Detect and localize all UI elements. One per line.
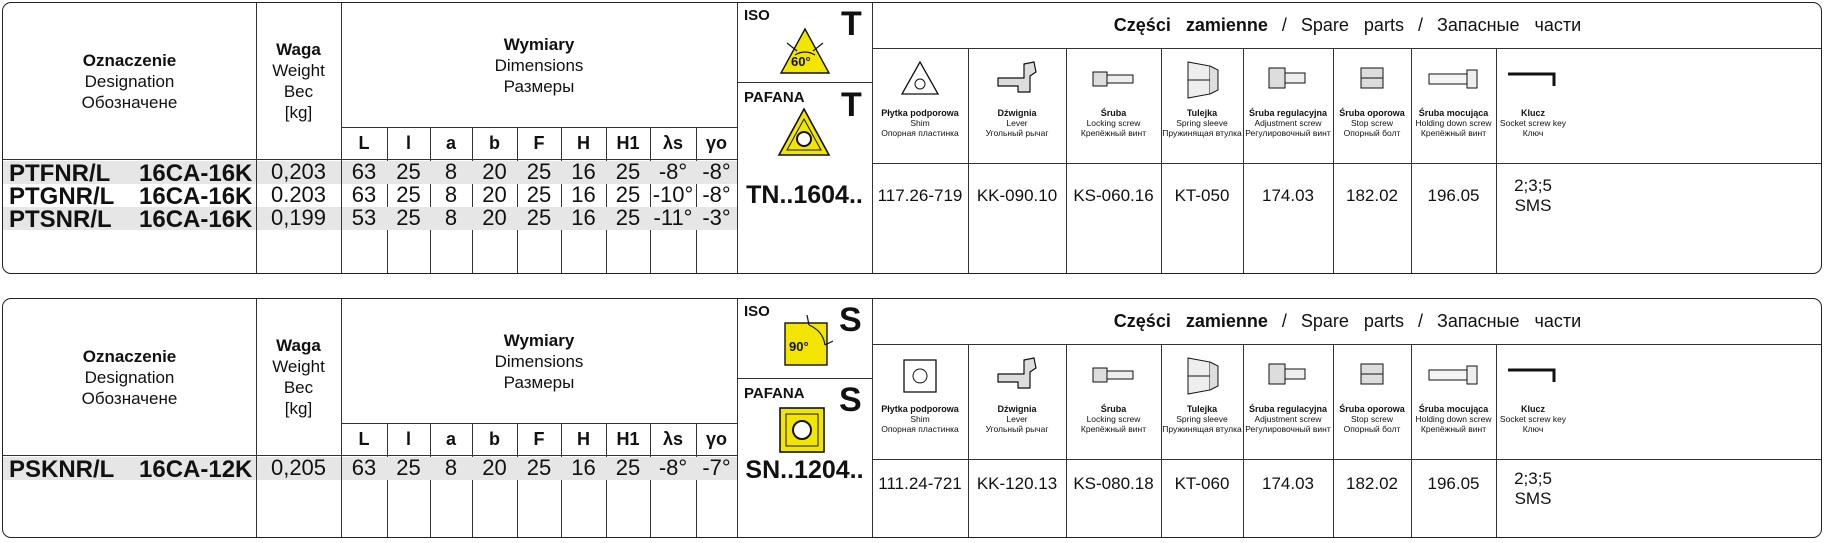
spare-part-name-ru: Крепёжный винт [1420,128,1487,138]
spare-part-name-ru: Пружинящая втулка [1162,424,1242,434]
row-H: 16 [571,158,596,184]
spare-part-stop-screw [1333,344,1411,459]
spare-part-name-ru: Опорный болт [1343,424,1401,434]
spare-part-name-pl: Śruba [1100,404,1127,414]
weight-header [256,3,341,159]
spare-part-name-pl: Klucz [1520,108,1545,118]
col-a: a [445,132,456,153]
spare-title-sep: / [1417,311,1423,331]
row-designation: PTFNR/L [9,160,111,187]
row-designation-size: 16CA-16K [139,206,253,233]
spare-title-en: Spare parts [1300,15,1404,35]
col-gamma-o: γo [705,132,727,153]
adjustment-screw-icon [1265,360,1311,388]
spare-part-shim [872,48,968,163]
weight-label-en: Weight [272,61,325,80]
dimensions-label-pl: Wymiary [503,330,575,350]
col-b: b [489,428,500,449]
col-H1: H1 [616,428,640,449]
spare-part-stop-screw [1333,48,1411,163]
row-a: 8 [444,454,458,480]
row-designation: PTGNR/L [9,183,115,210]
row-gamma-o: -3° [702,204,731,230]
pafana-label: PAFANA [744,385,805,402]
row-H: 16 [571,181,596,207]
spare-part-name-pl: Śruba oporowa [1339,108,1405,118]
part-number-shim: 111.24-721 [878,474,962,493]
holder-table-square [2,298,1822,538]
pafana-shape-letter: S [839,381,862,419]
triangle-insert-icon [777,25,833,77]
row-l: 25 [396,454,421,480]
spare-title-sep: / [1417,15,1423,35]
row-a: 8 [444,158,458,184]
designation-label-en: Designation [84,71,175,91]
spare-part-name-en: Holding down screw [1415,414,1492,424]
row-designation-size: 16CA-16K [139,183,253,210]
shim-icon [900,60,940,96]
spare-title-ru: Запасные части [1436,311,1582,331]
spare-part-name-ru: Крепёжный винт [1080,424,1147,434]
part-number-shim: 117.26-719 [877,186,963,205]
dimensions-label-en: Dimensions [494,351,584,371]
spare-title-sep: / [1281,15,1287,35]
row-weight: 0,205 [270,454,327,480]
spare-part-name-ru: Ключ [1522,424,1544,434]
part-number-socket-key [1496,163,1570,229]
weight-label-en: Weight [272,357,325,376]
part-number-locking-screw: KS-080.18 [1073,474,1154,493]
locking-screw-icon [1089,364,1139,386]
row-L: 63 [351,454,377,480]
designation-label-ru: Обозначене [81,388,178,408]
spare-part-name-en: Locking screw [1086,118,1141,128]
part-number-stop-screw: 182.02 [1346,474,1398,493]
spare-part-socket-key [1496,344,1822,459]
col-lambda-s: λs [662,132,684,153]
row-L: 53 [351,204,377,230]
spare-part-name-ru: Регулировочный винт [1245,424,1331,434]
insert-code: SN..1204.. [745,455,864,484]
col-a: a [445,428,456,449]
col-F: F [533,132,545,153]
spare-part-name-en: Adjustment screw [1254,414,1322,424]
locking-screw-icon [1089,68,1139,90]
spare-part-name-pl: Śruba oporowa [1339,404,1405,414]
designation-header [3,299,256,455]
part-number-adjustment-screw: 174.03 [1262,474,1314,493]
spare-part-locking-screw [1066,344,1161,459]
row-F: 25 [526,454,552,480]
dimensions-header [341,3,737,127]
socket-key-icon [1506,366,1558,386]
row-H1: 25 [615,181,641,207]
pafana-label: PAFANA [744,89,805,106]
spare-part-name-en: Socket screw key [1499,118,1567,128]
spare-parts-title [872,3,1822,48]
row-H1: 25 [615,158,641,184]
spare-part-name-en: Stop screw [1350,118,1394,128]
dimensions-header [341,299,737,423]
row-designation-size: 16CA-16K [139,160,253,187]
spare-part-name-en: Adjustment screw [1254,118,1322,128]
row-l: 25 [396,204,421,230]
spare-part-name-ru: Угольный рычаг [985,128,1049,138]
weight-label-pl: Waga [276,336,321,355]
table1-rows [3,158,737,233]
row-a: 8 [444,204,458,230]
spare-part-adjustment-screw [1243,344,1333,459]
part-number-lever: KK-090.10 [976,186,1058,205]
col-lambda-s: λs [662,428,684,449]
table2-rows [3,455,737,485]
col-H: H [577,132,590,153]
designation-label-ru: Обозначене [81,92,178,112]
holding-screw-icon [1425,364,1483,386]
spare-part-name-ru: Опорная пластинка [881,424,959,434]
spare-part-name-pl: Klucz [1520,404,1545,414]
row-gamma-o: -8° [702,181,731,207]
iso-angle: 60° [791,54,811,69]
shim-icon [900,356,940,396]
dimensions-label-ru: Размеры [503,372,575,392]
lever-icon [994,354,1040,394]
part-number-spring-sleeve: KT-060 [1174,474,1230,493]
spare-part-name-en: Spring sleeve [1176,118,1228,128]
spare-part-name-ru: Крепёжный винт [1080,128,1147,138]
row-H1: 25 [615,454,641,480]
iso-shape-letter: T [841,5,862,43]
spare-part-name-ru: Опорная пластинка [881,128,959,138]
spare-part-name-pl: Płytka podporowa [881,108,959,118]
part-number-lever: KK-120.13 [976,474,1058,493]
weight-unit: [kg] [284,103,313,122]
row-F: 25 [526,181,552,207]
spare-part-name-pl: Dźwignia [997,108,1037,118]
spare-title-en: Spare parts [1300,311,1404,331]
row-lambda-s: -10° [652,181,694,207]
iso-angle: 90° [789,339,809,354]
dimensions-label-ru: Размеры [503,76,575,96]
part-number-socket-key [1496,459,1570,519]
spare-part-lever [968,344,1066,459]
row-weight: 0,203 [270,158,327,184]
spare-title-pl: Części zamienne [1113,311,1268,331]
row-F: 25 [526,204,552,230]
spare-part-name-en: Stop screw [1350,414,1394,424]
col-l: l [405,132,411,153]
row-weight: 0,199 [270,204,327,230]
pafana-shape-letter: T [841,86,862,124]
col-F: F [533,428,545,449]
insert-code: TN..1604.. [746,180,863,209]
spare-part-holding-screw [1411,48,1496,163]
spare-part-name-pl: Dźwignia [997,404,1037,414]
row-L: 63 [351,158,377,184]
weight-header [256,299,341,455]
row-gamma-o: -7° [702,454,731,480]
spare-part-name-en: Shim [910,414,930,424]
part-number-holding-screw: 196.05 [1427,474,1480,493]
weight-label-ru: Вес [283,82,314,101]
row-l: 25 [396,158,421,184]
weight-label-pl: Waga [276,40,321,59]
lever-icon [994,58,1040,98]
spare-part-name-ru: Ключ [1522,128,1544,138]
row-L: 63 [351,181,377,207]
pafana-square-insert-icon [777,405,827,455]
row-weight: 0.203 [270,181,327,207]
col-l: l [405,428,411,449]
spare-part-spring-sleeve [1161,48,1243,163]
row-lambda-s: -8° [658,158,688,184]
row-lambda-s: -11° [653,204,693,230]
designation-label-pl: Oznaczenie [82,346,177,366]
row-l: 25 [396,181,421,207]
spare-part-name-pl: Śruba [1100,108,1127,118]
spare-part-adjustment-screw [1243,48,1333,163]
designation-label-pl: Oznaczenie [82,50,177,70]
spare-title-sep: / [1281,311,1287,331]
row-b: 20 [482,181,507,207]
spare-part-name-en: Shim [910,118,930,128]
part-number-adjustment-screw: 174.03 [1262,186,1314,205]
spare-part-name-pl: Śruba mocująca [1418,108,1489,118]
row-H1: 25 [615,204,641,230]
spare-parts-title [872,299,1822,344]
row-lambda-s: -8° [658,454,688,480]
col-gamma-o: γo [705,428,727,449]
spare-part-name-en: Socket screw key [1499,414,1567,424]
spare-part-name-ru: Пружинящая втулка [1162,128,1242,138]
row-gamma-o: -8° [702,158,731,184]
spare-part-name-pl: Tulejka [1186,108,1218,118]
spare-part-name-ru: Опорный болт [1343,128,1401,138]
row-designation: PTSNR/L [9,206,112,233]
designation-header [3,3,256,159]
iso-label: ISO [744,303,770,320]
row-b: 20 [482,158,507,184]
spare-part-name-ru: Угольный рычаг [985,424,1049,434]
row-a: 8 [444,181,458,207]
spare-part-socket-key [1496,48,1822,163]
spring-sleeve-icon [1182,58,1222,100]
spare-part-locking-screw [1066,48,1161,163]
spare-part-name-ru: Крепёжный винт [1420,424,1487,434]
dimensions-label-pl: Wymiary [503,34,575,54]
part-number-holding-screw: 196.05 [1427,186,1480,205]
socket-key-type: SMS [1514,196,1552,215]
spare-part-lever [968,48,1066,163]
adjustment-screw-icon [1265,64,1311,92]
row-b: 20 [482,454,507,480]
spare-part-shim [872,344,968,459]
socket-key-sizes: 2;3;5 [1514,469,1552,488]
part-number-spring-sleeve: KT-050 [1174,186,1230,205]
spare-part-name-en: Lever [1006,414,1028,424]
spare-title-ru: Запасные части [1436,15,1582,35]
stop-screw-icon [1357,360,1387,388]
dimensions-label-en: Dimensions [494,55,584,75]
part-number-locking-screw: KS-060.16 [1073,186,1154,205]
col-L: L [358,428,370,449]
row-F: 25 [526,158,552,184]
spare-part-name-en: Spring sleeve [1176,414,1228,424]
iso-label: ISO [744,7,770,24]
part-number-stop-screw: 182.02 [1346,186,1398,205]
spare-part-name-en: Holding down screw [1415,118,1492,128]
spare-title-pl: Części zamienne [1113,15,1268,35]
holder-table-triangle [2,2,1822,274]
spare-part-name-ru: Регулировочный винт [1245,128,1331,138]
holding-screw-icon [1425,68,1483,90]
socket-key-icon [1506,70,1558,90]
spare-part-name-pl: Tulejka [1186,404,1218,414]
col-b: b [489,132,500,153]
iso-shape-letter: S [839,301,862,339]
row-H: 16 [571,204,596,230]
socket-key-sizes: 2;3;5 [1514,176,1552,195]
row-b: 20 [482,204,507,230]
spring-sleeve-icon [1182,354,1222,396]
col-H: H [577,428,590,449]
spare-part-name-pl: Śruba regulacyjna [1248,404,1328,414]
spare-part-name-en: Lever [1006,118,1028,128]
spare-part-holding-screw [1411,344,1496,459]
spare-part-name-pl: Śruba mocująca [1418,404,1489,414]
pafana-triangle-insert-icon [775,105,833,159]
spare-part-name-pl: Śruba regulacyjna [1248,108,1328,118]
spare-part-spring-sleeve [1161,344,1243,459]
spare-part-name-pl: Płytka podporowa [881,404,959,414]
spare-part-name-en: Locking screw [1086,414,1141,424]
row-H: 16 [571,454,596,480]
designation-label-en: Designation [84,367,175,387]
col-H1: H1 [616,132,640,153]
col-L: L [358,132,370,153]
stop-screw-icon [1357,64,1387,92]
row-designation-size: 16CA-12K [139,456,253,483]
weight-unit: [kg] [284,399,313,418]
socket-key-type: SMS [1514,489,1552,508]
weight-label-ru: Вес [283,378,314,397]
row-designation: PSKNR/L [9,456,115,483]
